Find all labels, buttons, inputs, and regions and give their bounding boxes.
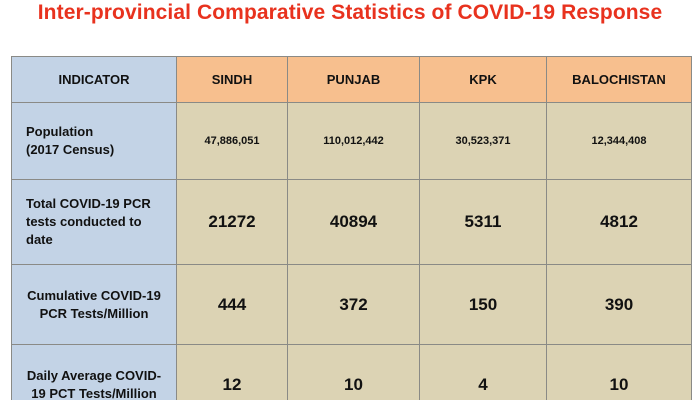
value-population-sindh: 47,886,051 [177,103,288,180]
value-cumulative-balochistan: 390 [547,265,692,345]
row-label-line: 19 PCT Tests/Million [31,385,157,400]
value-daily-punjab: 10 [288,345,420,400]
row-label-line: date [26,232,53,247]
row-label-total-tests [12,180,177,265]
row-label-line: Population [26,124,94,139]
table-row-daily-average [12,345,692,400]
value-total-tests-sindh: 21272 [177,180,288,265]
value-total-tests-balochistan: 4812 [547,180,692,265]
row-label-daily-average [12,345,177,400]
value-cumulative-sindh: 444 [177,265,288,345]
slide-title: Inter-provincial Comparative Statistics of COVID-19 Response [37,1,663,24]
value-total-tests-punjab: 40894 [288,180,420,265]
value-total-tests-kpk: 5311 [420,180,547,265]
table-row-total-tests [12,180,692,265]
value-daily-balochistan: 10 [547,345,692,400]
row-label-line: Daily Average COVID- [26,367,162,383]
header-balochistan: BALOCHISTAN [547,57,692,103]
header-sindh: SINDH [177,57,288,103]
value-daily-sindh: 12 [177,345,288,400]
header-indicator: INDICATOR [12,57,177,103]
table-row-population [12,103,692,180]
value-population-punjab: 110,012,442 [288,103,420,180]
statistics-table [11,56,692,400]
value-population-balochistan: 12,344,408 [547,103,692,180]
value-population-kpk: 30,523,371 [420,103,547,180]
row-label-line: Total COVID-19 PCR [26,196,151,211]
row-label-line: PCR Tests/Million [39,305,149,321]
row-label-line: Cumulative COVID-19 [27,287,161,303]
header-punjab: PUNJAB [288,57,420,103]
row-label-line: (2017 Census) [26,142,115,157]
table-row-cumulative-tests [12,265,692,345]
row-label-line: tests conducted to [26,214,142,229]
row-label-population [12,103,177,180]
table-header-row [12,57,692,103]
value-daily-kpk: 4 [420,345,547,400]
value-cumulative-punjab: 372 [288,265,420,345]
value-cumulative-kpk: 150 [420,265,547,345]
row-label-cumulative-tests [12,265,177,345]
header-kpk: KPK [420,57,547,103]
